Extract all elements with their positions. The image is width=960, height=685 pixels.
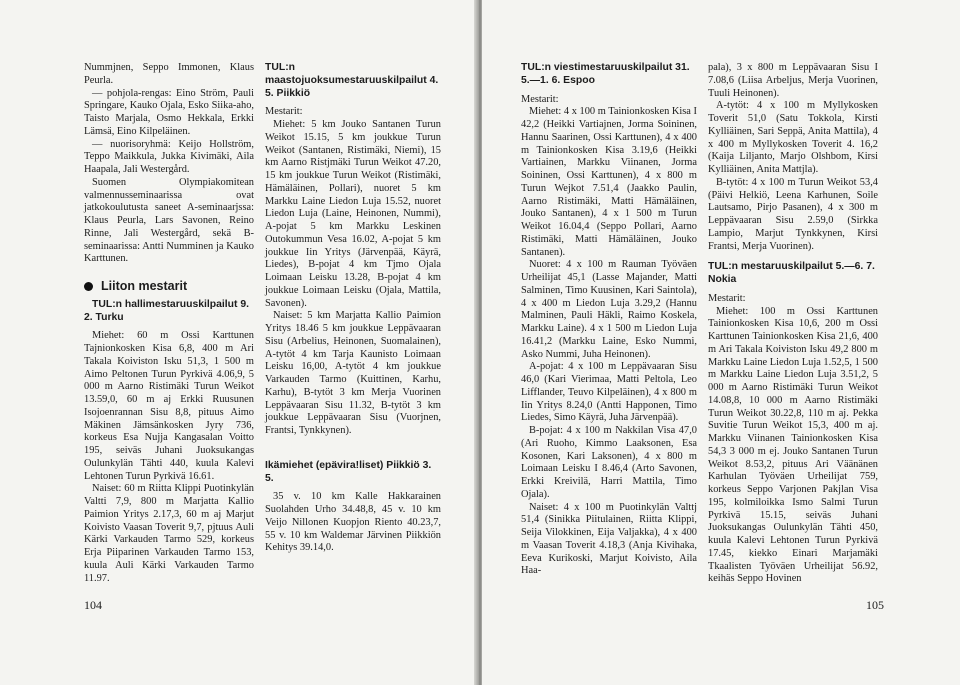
event-heading: TUL:n maastojuoksumestaruuskilpailut 4. 5. Piikkiö xyxy=(265,62,439,99)
left-column-1 xyxy=(84,62,254,585)
paragraph: Mestarit: xyxy=(521,93,559,105)
right-column-1 xyxy=(521,62,697,578)
section-heading xyxy=(84,280,254,293)
paragraph: Naiset: 5 km Marjatta Kallio Paimion Yritys 18.46 5 km joukkue Leppävaaran Sisu (Arbelius, Heinonen, Suomalainen), A-tytöt 4 km Tarja Kaunisto Loimaan Leisku 16,00, A-tytöt 4 km joukkue Varkauden Tarmo (Kuittinen, Karhu, Karhu), B-tytöt 3 km Merja Vuorinen Leppävaaran Sisu 11.32, B-tytöt 3 km joukkue Leppävaaran Sisu (Vuorjnen, Frantsi, Tynkkynen). xyxy=(265,310,441,436)
paragraph: Suomen Olympiakomitean valmennusseminaarissa ovat jatkokoulutusta saneet A-seminaarjssa: Klaus Peurla, Lars Savonen, Reino Rinne, Jali Westergård, sekä B-seminaarissa: Antti Numminen ja Kauko Karttunen. xyxy=(84,176,254,265)
paragraph: B-pojat: 4 x 100 m Nakkilan Visa 47,0 (Ari Ruoho, Kimmo Laaksonen, Esa Kosonen, Kari Laksonen), 4 x 800 m Loimaan Leisku I 8.46,4 (Arto Savonen, Erkki Kreivilä, Harri Mattila, Timo Ojala). xyxy=(521,425,697,500)
left-column-2 xyxy=(265,62,441,555)
event-heading: Ikämiehet (epävira!liset) Piikkiö 3. 5. xyxy=(265,459,432,484)
event-heading: TUL:n hallimestaruuskilpailut 9. 2. Turku xyxy=(84,298,250,323)
page-number-left: 104 xyxy=(84,598,102,612)
paragraph: Miehet: 100 m Ossi Karttunen Tainionkosken Kisa 10,6, 200 m Ossi Karttunen Tainionkosken Kisa 21,6, 400 m Ari Takala Koiviston Isku 49,2 800 m Markku Laine Liedon Luja 1.52,5, 1 500 m Markku Laine Liedon Luja 3.51,2, 5 000 m Aarno Ristimäki Turun Weikot 14.08,8, 10 000 m Aarno Ristimäki Turun Weikot 30.22,8, 110 m aj. Pekka Suvitie Turun Weikot 15,3, 400 m aj. Markku Viinanen Tainionkosken Kisa 54,3 3 000 m ej. Jouko Santanen Turun Weikot 8.53,2, pituus Ari Väänänen Karhulan Työväen Urheilijat 759, korkeus Seppo Varjonen Pakjlan Visa 195, kolmiloikka Ismo Salmi Turun Pyrkivä 15.15, seiväs Juhani Juoksukangas Oulunkylän Tähti 450, kuula Kalevi Lehtonen Turun Pyrkivä 17.45, kiekko Einari Marjamäki Tkaalisten Työväen Urheilijat 56.92, keihäs Seppo Hovinen xyxy=(708,305,878,585)
paragraph: pala), 3 x 800 m Leppävaaran Sisu I 7.08,6 (Liisa Arbeljus, Merja Vuorinen, Tuuli Heinonen). xyxy=(708,62,878,99)
paragraph: Miehet: 5 km Jouko Santanen Turun Weikot 15.15, 5 km joukkue Turun Weikot (Santanen, Ristimäki, Niemi), 15 km Aarno Ristjmäki Turun Weikot 47.20, 15 km joukkue Turun Weikot (Ristimäki, Hämäläinen, Pollari), nuoret 5 km Markku Laine Liedon Luja 15.52, nuoret Liedon Luja (Laine, Heinonen, Nummi), A-pojat 5 km Markku Leskinen Outokummun Vesa 16.02, A-pojat 5 km joukkue Iin Yritys (Järvenpää, Käyrä, Liedes), B-pojat 4 km Tjmo Ojala Loimaan Leisku 13.28, B-pojat 4 km joukkue Loimaan Leisku (Ojala, Mattila, Savonen). xyxy=(265,119,441,309)
paragraph: Nuoret: 4 x 100 m Rauman Työväen Urheilijat 45,1 (Lasse Majander, Matti Salminen, Timo Kuusinen, Kari Saintola), 4 x 400 m Liedon Luja 3.29,2 (Hannu Malminen, Pauli Häkli, Raimo Koskela, Markku Laine). 4 x 1 500 m Liedon Luja 16.41,2 (Markku Laine, Esko Nummi, Asko Nummi, Juha Heinonen). xyxy=(521,259,697,360)
paragraph: Naiset: 4 x 100 m Puotinkylän Valttj 51,4 (Sinikka Piitulainen, Riitta Klippi, Seija Vilokkinen, Eija Valjakka), 4 x 400 m Vaasan Toverit 4.18,3 (Anja Kivihaka, Eeva Kurikoski, Marjut Koivisto, Aila Haa- xyxy=(521,501,697,577)
paragraph: 35 v. 10 km Kalle Hakkarainen Suolahden Urho 34.48,8, 45 v. 10 km Veijo Nillonen Kuopjon Riento 40.23,7, 55 v. 10 km Waldemar Järvinen Piikkiön Kehitys 39.14,0. xyxy=(265,491,441,554)
event-heading: TUL:n viestimestaruuskilpailut 31. 5.—1. 6. Espoo xyxy=(521,62,690,86)
page-number-right: 105 xyxy=(866,598,884,612)
paragraph: A-tytöt: 4 x 100 m Myllykosken Toverit 51,0 (Satu Tokkola, Kirsti Kylliäinen, Sari Seppä, Anita Mattila), 4 x 400 m Myllykosken Toverit 4. 16,2 (Kaija Liljanto, Marjo Olshbom, Kirsi Kylliäinen, Anita Mattjla). xyxy=(708,100,878,175)
paragraph: Miehet: 60 m Ossi Karttunen Tajnionkosken Kisa 6,8, 400 m Ari Takala Koiviston Isku 51,3, 1 500 m Aimo Peltonen Turun Pyrkivä 4.06,9, 5 000 m Aarno Ristimäki Turun Weikot 13.59,0, 60 m aj Erkki Ruusunen Isojoenrannan Sisu 8,8, pituus Aimo Mäkinen Jämsänkosken Jyry 736, korkeus Esa Nujja Kangasalan Voitto 195, seiväs Juhani Juoksukangas Oulunkylän Tähti 440, kuula Kalevi Lehtonen Turun Pyrkivä 16.61. xyxy=(84,330,254,482)
paragraph: Naiset: 60 m Riitta Klippi Puotinkylän Valtti 7,9, 800 m Marjatta Kallio Paimion Yritys 2.17,3, 60 m aj Marjut Koivisto Vaasan Toverit 9,7, pjtuus Auli Kärki Varkauden Tarmo 529, korkeus Erja Piiparinen Varkauden Tarmo 153, kuula Auli Kärki Varkauden Tarmo 11.97. xyxy=(84,483,254,584)
left-page xyxy=(0,0,478,685)
paragraph: Mestarit: xyxy=(708,292,746,304)
paragraph: — pohjola-rengas: Eino Ström, Pauli Springare, Kauko Ojala, Esko Siika-aho, Taisto Marjala, Osmo Hekkala, Erkki Lämsä, Eino Kilpeläinen. xyxy=(84,87,254,137)
bullet-icon xyxy=(84,282,93,291)
paragraph: — nuorisoryhmä: Keijo Hollström, Teppo Maikkula, Jukka Kivimäki, Aila Haapala, Jali Westergård. xyxy=(84,138,254,175)
paragraph: A-pojat: 4 x 100 m Leppävaaran Sisu 46,0 (Kari Vierimaa, Matti Peltola, Leo Lifflander, Teuvo Kilpeläinen), 4 x 800 m Iin Yritys 8.24,0 (Antti Happonen, Timo Liedes, Simo Käyrä, Juha Järvenpää). xyxy=(521,361,697,424)
paragraph: B-tytöt: 4 x 100 m Turun Weikot 53,4 (Päivi Helkiö, Leena Karhunen, Soile Lautsamo, Pirjo Pasanen), 4 x 300 m Leppävaaran Sisu 2.59,0 (Sirkka Lampio, Marjut Tynkkynen, Kirsi Frantsi, Merja Vuorinen). xyxy=(708,176,878,252)
event-heading: TUL:n mestaruuskilpailut 5.—6. 7. Nokia xyxy=(708,261,875,285)
section-heading-text: Liiton mestarit xyxy=(101,279,188,293)
right-column-2 xyxy=(708,62,878,586)
paragraph: Nummjnen, Seppo Immonen, Klaus Peurla. xyxy=(84,62,254,86)
paragraph: Miehet: 4 x 100 m Tainionkosken Kisa I 42,2 (Heikki Vartiajnen, Jorma Soininen, Hannu Saarinen, Ossi Karttunen), 4 x 400 m Tainionkosken Kisa 3.19,6 (Heikki Vartiainen, Markku Viinanen, Jorma Soininen, Ossi Karttunen), 4 x 800 m Turun Wejkot 7.51,4 (Jaakko Paulin, Aarno Ristimäki, Matti Hämäläinen, Jouko Santanen), 4 x 1 500 m Turun Weikot 16.04,4 (Seppo Pollari, Aarno Ristimäki, Matti Hämäläinen, Jouko Santanen). xyxy=(521,106,697,258)
paragraph: Mestarit: xyxy=(265,106,303,118)
